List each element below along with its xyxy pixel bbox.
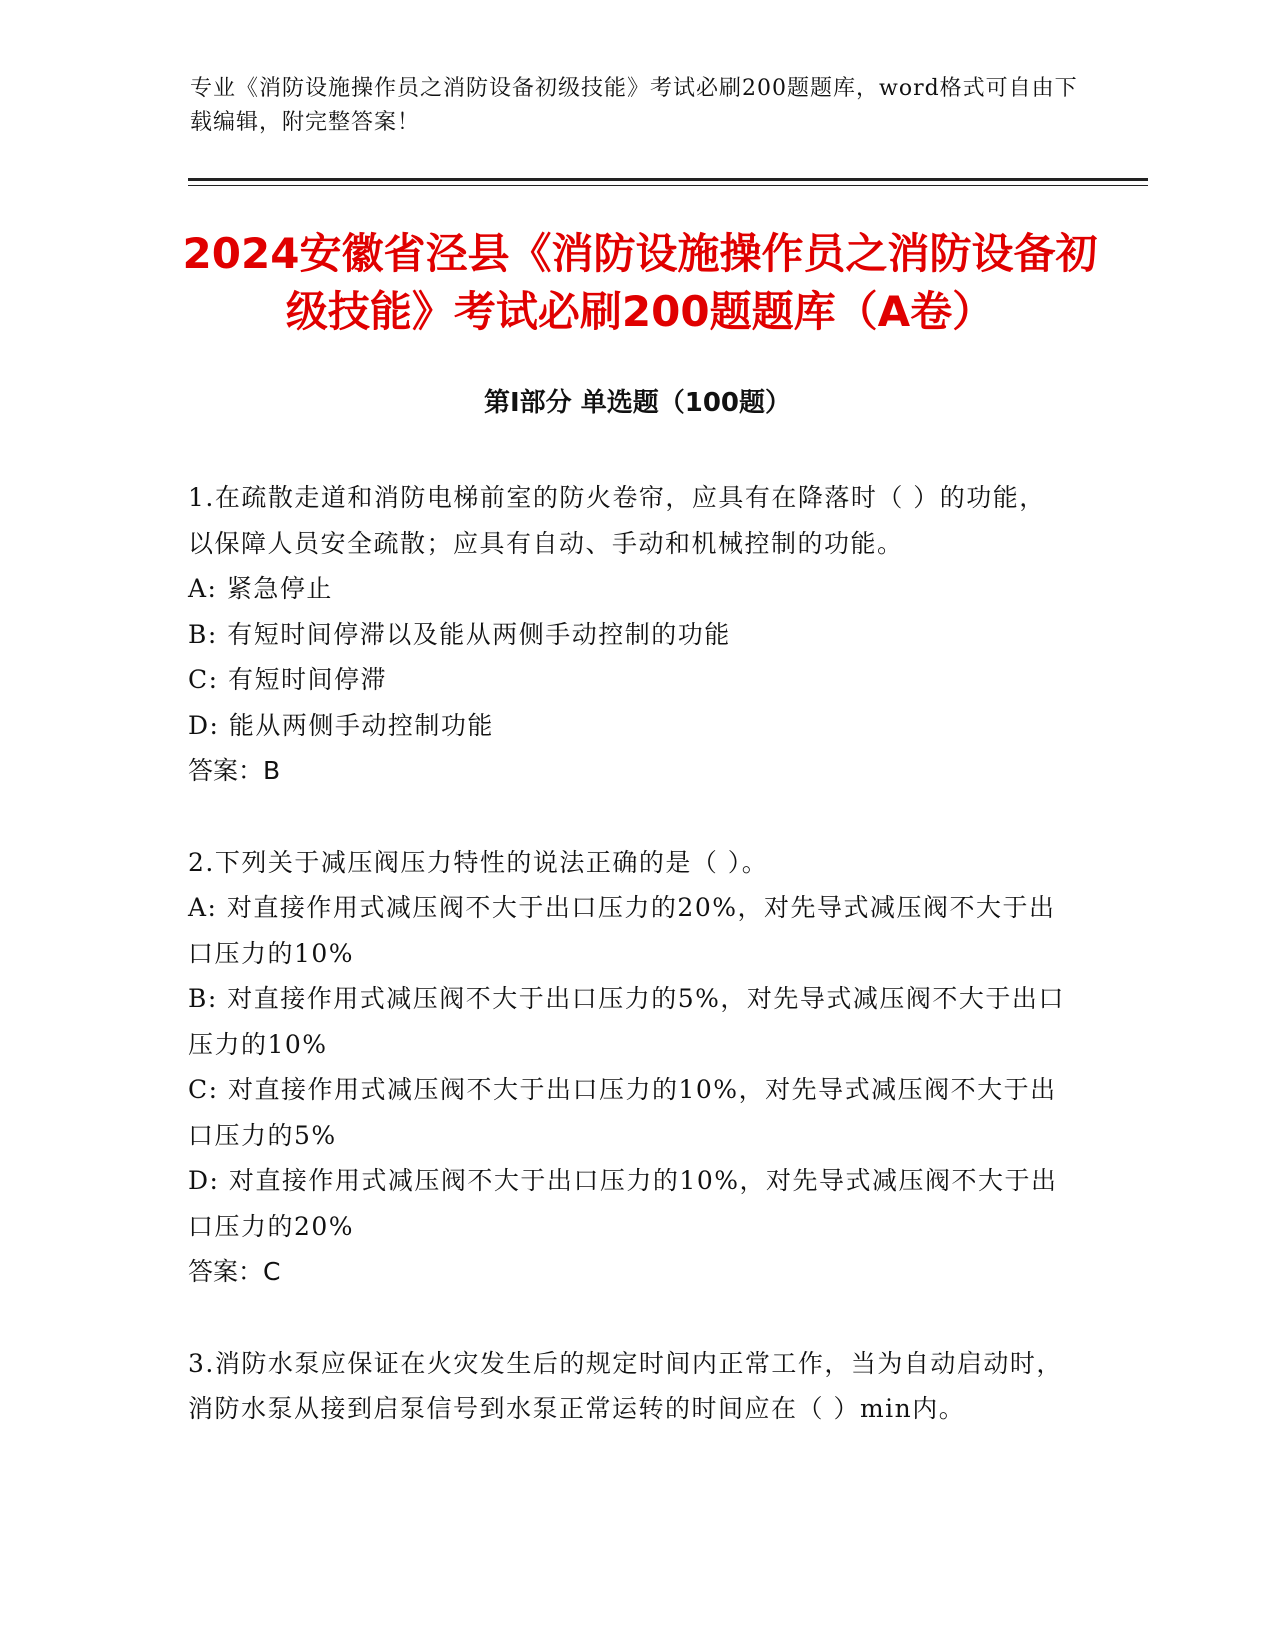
question-1	[188, 475, 1068, 794]
option-a: A: 紧急停止	[188, 574, 333, 603]
header-divider-thick	[188, 178, 1148, 181]
answer: 答案：B	[188, 756, 281, 785]
question-2	[188, 840, 1068, 1295]
option-a: A: 对直接作用式减压阀不大于出口压力的20%，对先导式减压阀不大于出口压力的10%	[188, 893, 1056, 968]
option-d: D: 对直接作用式减压阀不大于出口压力的10%，对先导式减压阀不大于出口压力的20%	[188, 1166, 1058, 1241]
question-stem: 1.在疏散走道和消防电梯前室的防火卷帘，应具有在降落时（ ）的功能，以保障人员安全疏散；应具有自动、手动和机械控制的功能。	[188, 483, 1046, 558]
option-c: C: 对直接作用式减压阀不大于出口压力的10%，对先导式减压阀不大于出口压力的5%	[188, 1075, 1057, 1150]
question-stem: 2.下列关于减压阀压力特性的说法正确的是（ ）。	[188, 847, 769, 877]
question-list	[188, 475, 1068, 1478]
header-note: 专业《消防设施操作员之消防设备初级技能》考试必刷200题题库，word格式可自由下载编辑，附完整答案！	[190, 76, 1078, 135]
option-b: B: 对直接作用式减压阀不大于出口压力的5%，对先导式减压阀不大于出口压力的10%	[188, 984, 1065, 1059]
header-divider-thin	[188, 185, 1148, 186]
option-b: B: 有短时间停滞以及能从两侧手动控制的功能	[188, 619, 731, 649]
question-stem: 3.消防水泵应保证在火灾发生后的规定时间内正常工作，当为自动启动时，消防水泵从接到启泵信号到水泵正常运转的时间应在（ ）min内。	[188, 1348, 1063, 1423]
answer: 答案：C	[188, 1257, 281, 1286]
option-c: C: 有短时间停滞	[188, 665, 387, 694]
option-d: D: 能从两侧手动控制功能	[188, 710, 494, 740]
section-title: 第Ⅰ部分 单选题（100题）	[484, 388, 791, 418]
document-title: 2024安徽省泾县《消防设施操作员之消防设备初级技能》考试必刷200题题库（A卷）	[182, 229, 1098, 336]
question-3	[188, 1341, 1068, 1432]
